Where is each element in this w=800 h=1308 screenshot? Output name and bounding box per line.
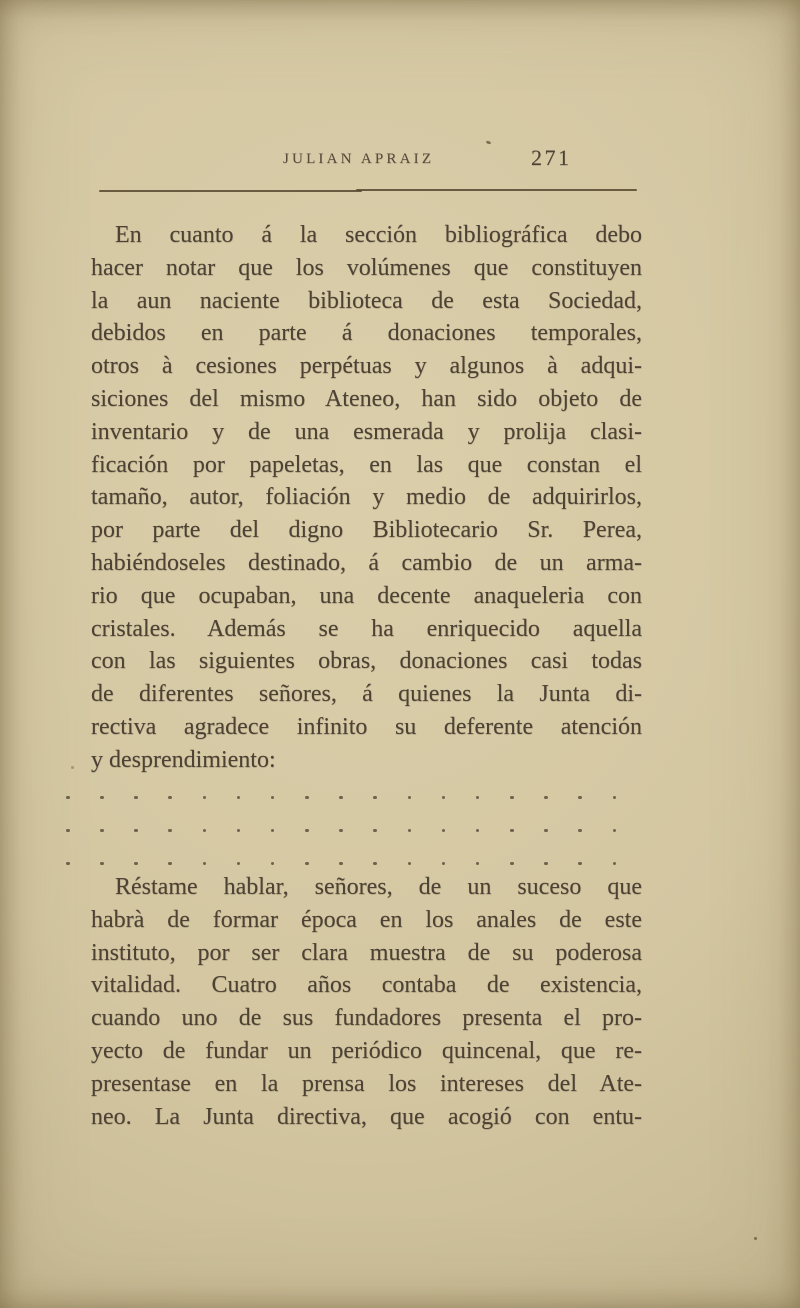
- ellipsis-dot: [544, 796, 548, 800]
- ellipsis-dot: [408, 862, 412, 866]
- ellipsis-dot: [339, 862, 343, 866]
- text-line: cristales. Además se ha enriquecido aquella: [91, 615, 642, 642]
- ellipsis-dot: [613, 829, 617, 833]
- text-line: hacer notar que los volúmenes que constituyen: [91, 254, 642, 281]
- text-line: cuando uno de sus fundadores presenta el pro-: [91, 1005, 642, 1032]
- ellipsis-rows: [66, 781, 616, 880]
- ellipsis-dot: [305, 829, 309, 833]
- text-line: habrà de formar época en los anales de este: [91, 906, 642, 933]
- text-line: rectiva agradece infinito su deferente atención: [91, 713, 642, 740]
- ellipsis-dot: [544, 829, 548, 833]
- text-line: con las siguientes obras, donaciones casi todas: [91, 648, 642, 675]
- ellipsis-dot: [305, 796, 309, 800]
- ellipsis-dot: [134, 862, 138, 866]
- text-line: debidos en parte á donaciones temporales,: [91, 320, 642, 347]
- page-number: 271: [531, 145, 572, 170]
- ellipsis-dot: [203, 829, 207, 833]
- ellipsis-dot: [578, 862, 582, 866]
- text-line: Réstame hablar, señores, de un suceso que: [115, 874, 642, 900]
- paragraph-biblioteca: [91, 219, 642, 777]
- ellipsis-dot: [66, 829, 70, 833]
- header-rule-right: [356, 189, 637, 191]
- ellipsis-dot: [476, 796, 480, 800]
- ellipsis-dot: [510, 829, 514, 833]
- ellipsis-row: [66, 781, 616, 814]
- ellipsis-dot: [442, 829, 446, 833]
- ellipsis-dot: [237, 829, 241, 833]
- ellipsis-dot: [271, 829, 275, 833]
- ellipsis-dot: [203, 796, 207, 800]
- text-line: por parte del digno Bibliotecario Sr. Perea,: [91, 517, 642, 544]
- text-line: habiéndoseles destinado, á cambio de un arma-: [91, 549, 642, 576]
- text-line: otros à cesiones perpétuas y algunos à adqui-: [91, 353, 642, 380]
- ellipsis-dot: [168, 796, 172, 800]
- text-line: neo. La Junta directiva, que acogió con entu-: [91, 1103, 642, 1130]
- ellipsis-dot: [373, 862, 377, 866]
- text-line: la aun naciente biblioteca de esta Sociedad,: [91, 287, 642, 314]
- ellipsis-dot: [66, 796, 70, 800]
- ellipsis-dot: [373, 829, 377, 833]
- ellipsis-dot: [613, 796, 617, 800]
- ellipsis-dot: [168, 862, 172, 866]
- ellipsis-dot: [168, 829, 172, 833]
- text-line: presentase en la prensa los intereses del Ate-: [91, 1070, 642, 1097]
- text-line: siciones del mismo Ateneo, han sido objeto de: [91, 385, 642, 412]
- paper-speck: [71, 766, 74, 769]
- ellipsis-dot: [408, 796, 412, 800]
- text-line: instituto, por ser clara muestra de su poderosa: [91, 939, 642, 966]
- text-line: de diferentes señores, á quienes la Junta di-: [91, 681, 642, 708]
- ellipsis-dot: [339, 829, 343, 833]
- ellipsis-dot: [408, 829, 412, 833]
- ellipsis-dot: [442, 862, 446, 866]
- ellipsis-dot: [373, 796, 377, 800]
- ellipsis-dot: [237, 796, 241, 800]
- text-line: vitalidad. Cuatro años contaba de existencia,: [91, 972, 642, 999]
- text-line: yecto de fundar un periódico quincenal, que re-: [91, 1037, 642, 1064]
- ellipsis-dot: [510, 862, 514, 866]
- ellipsis-dot: [476, 829, 480, 833]
- text-line: tamaño, autor, foliación y medio de adquirirlos,: [91, 484, 642, 511]
- paragraph-restame: [91, 871, 642, 1133]
- text-line: y desprendimiento:: [91, 746, 276, 773]
- ellipsis-dot: [578, 796, 582, 800]
- ellipsis-dot: [237, 862, 241, 866]
- ellipsis-dot: [100, 796, 104, 800]
- text-line: inventario y de una esmerada y prolija clasi-: [91, 418, 642, 445]
- header-rule-left: [99, 190, 362, 192]
- text-line: ficación por papeletas, en las que constan el: [91, 451, 642, 478]
- ellipsis-dot: [134, 796, 138, 800]
- paper-speck: [754, 1237, 757, 1240]
- ellipsis-dot: [305, 862, 309, 866]
- ellipsis-dot: [100, 862, 104, 866]
- ellipsis-dot: [510, 796, 514, 800]
- ellipsis-dot: [578, 829, 582, 833]
- ellipsis-dot: [271, 862, 275, 866]
- ellipsis-dot: [613, 862, 617, 866]
- ellipsis-dot: [134, 829, 138, 833]
- text-line: rio que ocupaban, una decente anaqueleria con: [91, 582, 642, 609]
- ellipsis-dot: [66, 862, 70, 866]
- ellipsis-dot: [442, 796, 446, 800]
- ellipsis-row: [66, 814, 616, 847]
- ellipsis-dot: [339, 796, 343, 800]
- ellipsis-dot: [271, 796, 275, 800]
- ellipsis-dot: [476, 862, 480, 866]
- running-header-author: JULIAN APRAIZ: [283, 151, 435, 167]
- paper-speck: [486, 140, 492, 145]
- ellipsis-dot: [544, 862, 548, 866]
- ellipsis-dot: [100, 829, 104, 833]
- ellipsis-dot: [203, 862, 207, 866]
- text-line: En cuanto á la sección bibliográfica debo: [115, 222, 642, 248]
